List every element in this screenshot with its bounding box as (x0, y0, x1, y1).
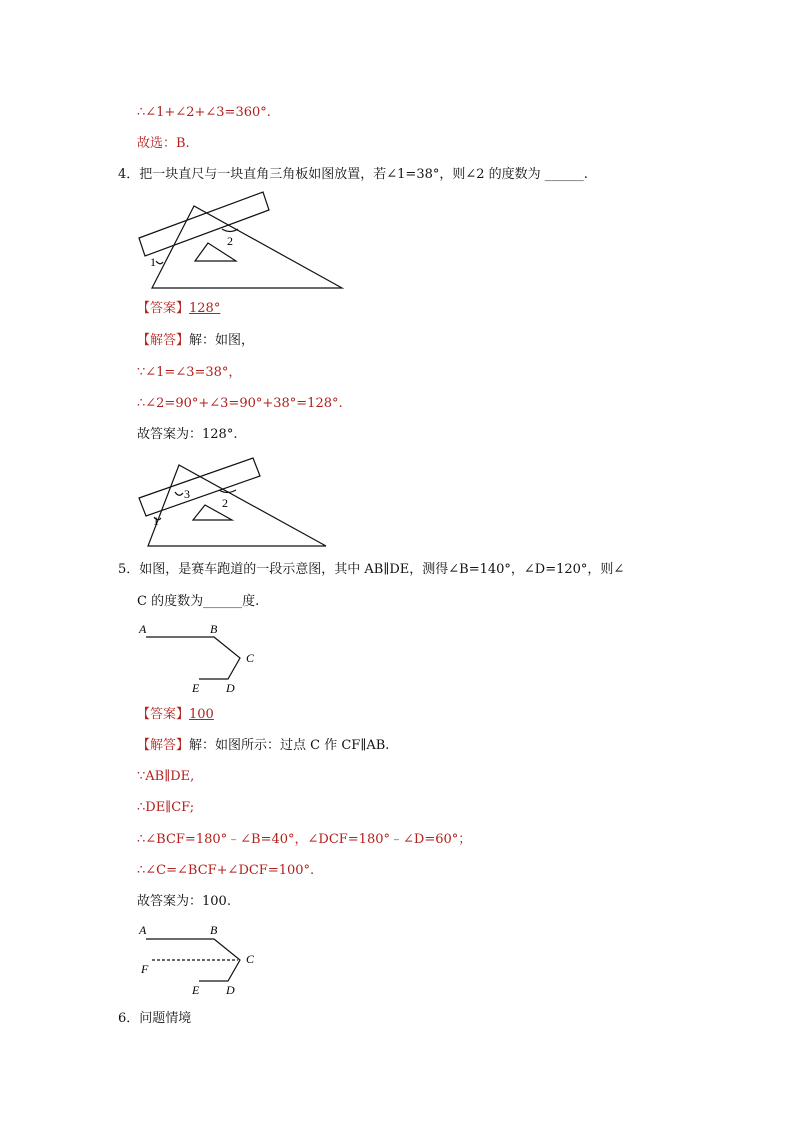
label-angle-2: 2 (227, 234, 233, 248)
point-A-2: A (139, 923, 147, 937)
answer-tag: 【答案】 (137, 301, 190, 316)
label-angle-2b: 2 (222, 496, 228, 510)
point-E: E (192, 681, 200, 695)
solution-5-step3: ∴∠BCF=180°﹣∠B=40°，∠DCF=180°﹣∠D=60°； (137, 832, 472, 847)
solution-4-step2: ∴∠2=90°+∠3=90°+38°=128°. (137, 396, 343, 411)
question-5-line1: 5．如图，是赛车跑道的一段示意图，其中 AB∥DE，测得∠B=140°，∠D=120°，则∠ (118, 562, 625, 577)
point-A: A (139, 622, 147, 636)
point-D: D (226, 681, 235, 695)
question-5-line2: C 的度数为______度. (137, 594, 260, 609)
solution-tag: 【解答】 (137, 333, 190, 348)
point-E-2: E (192, 983, 200, 997)
point-B-2: B (210, 923, 218, 937)
solution-tag-5: 【解答】 (137, 738, 190, 753)
point-F: F (141, 962, 149, 976)
solution-4-step1: ∵∠1=∠3=38°， (137, 365, 242, 380)
solution-4-conclusion: 故答案为：128°. (137, 427, 238, 442)
label-angle-1: 1 (150, 255, 156, 269)
question-4: 4．把一块直尺与一块直角三角板如图放置，若∠1=38°，则∠2 的度数为 ______. (118, 167, 588, 182)
solution-5-step1: ∵AB∥DE, (137, 769, 195, 784)
proof-line-sum: ∴∠1+∠2+∠3=360°. (137, 105, 271, 120)
solution-5-step2: ∴DE∥CF; (137, 800, 195, 815)
label-angle-1b: 1 (153, 514, 159, 528)
point-D-2: D (226, 983, 235, 997)
point-C-2: C (246, 952, 255, 966)
question-6: 6．问题情境 (118, 1011, 192, 1026)
answer-tag-5: 【答案】 (137, 707, 190, 722)
solution-5-conclusion: 故答案为：100. (137, 894, 231, 909)
answer-value: 128° (189, 301, 221, 316)
point-C: C (246, 651, 255, 665)
solution-text-5: 解：如图所示：过点 C 作 CF∥AB. (189, 738, 390, 753)
solution-5-step4: ∴∠C=∠BCF+∠DCF=100°. (137, 863, 315, 878)
choice-line: 故选：B. (137, 136, 190, 151)
point-B: B (210, 622, 218, 636)
label-angle-3: 3 (184, 487, 190, 501)
answer-value-5: 100 (189, 707, 214, 722)
solution-text: 解：如图， (189, 333, 255, 348)
